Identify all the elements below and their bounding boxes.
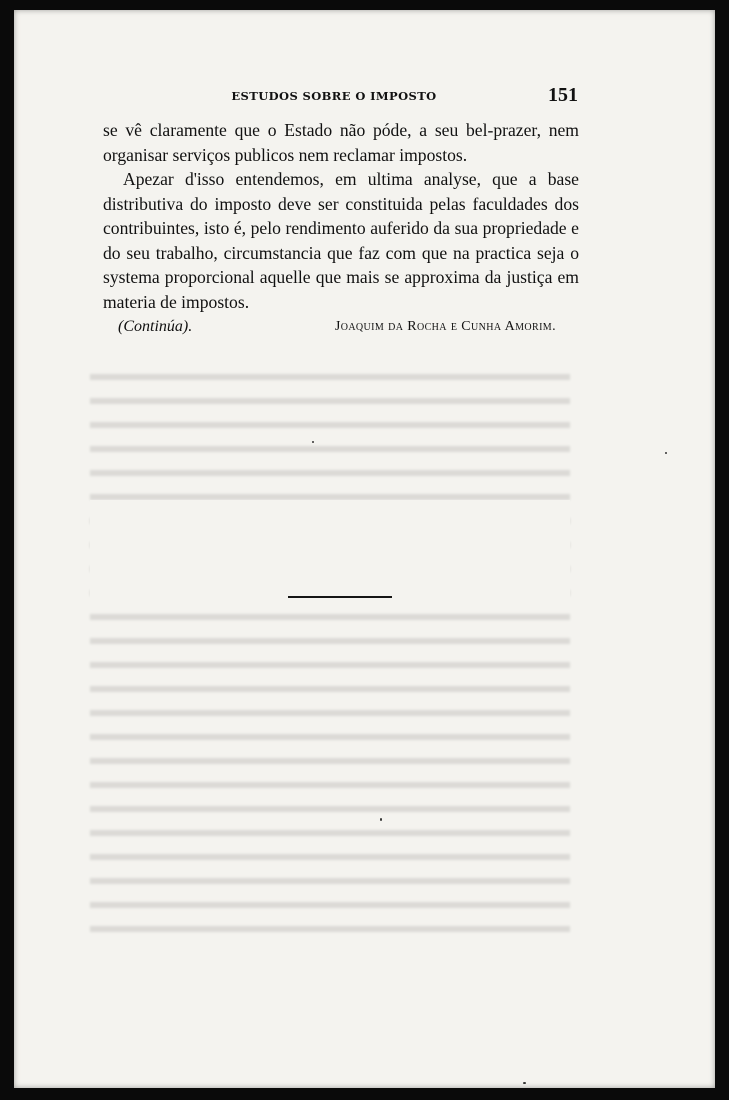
page-header	[90, 84, 578, 110]
signature-line	[118, 318, 556, 340]
paragraph-1: se vê claramente que o Estado não póde, a seu bel-prazer, nem organisar serviços publicos nem reclamar impostos.	[103, 120, 579, 165]
page-number: 151	[548, 84, 578, 106]
ink-speck	[312, 441, 314, 443]
ink-speck	[665, 452, 667, 454]
running-head: ESTUDOS SOBRE O IMPOSTO	[231, 89, 437, 103]
show-through-gap	[90, 500, 570, 610]
continua-note: (Continúa).	[118, 318, 193, 335]
body-text	[103, 118, 579, 314]
ink-speck	[523, 1082, 526, 1084]
author-name: Joaquim da Rocha e Cunha Amorim.	[334, 319, 556, 334]
ink-speck	[380, 818, 382, 821]
section-divider	[288, 596, 392, 598]
paragraph-2: Apezar d'isso entendemos, em ultima analyse, que a base distributiva do imposto deve ser constituida pelas faculdades dos contribuintes, isto é, pelo rendimento auferido da sua propriedade e do seu trabalho, circumstancia que faz com que na practica seja o systema proporcional aquelle que mais se approxima da justiça em materia de impostos.	[103, 169, 579, 312]
